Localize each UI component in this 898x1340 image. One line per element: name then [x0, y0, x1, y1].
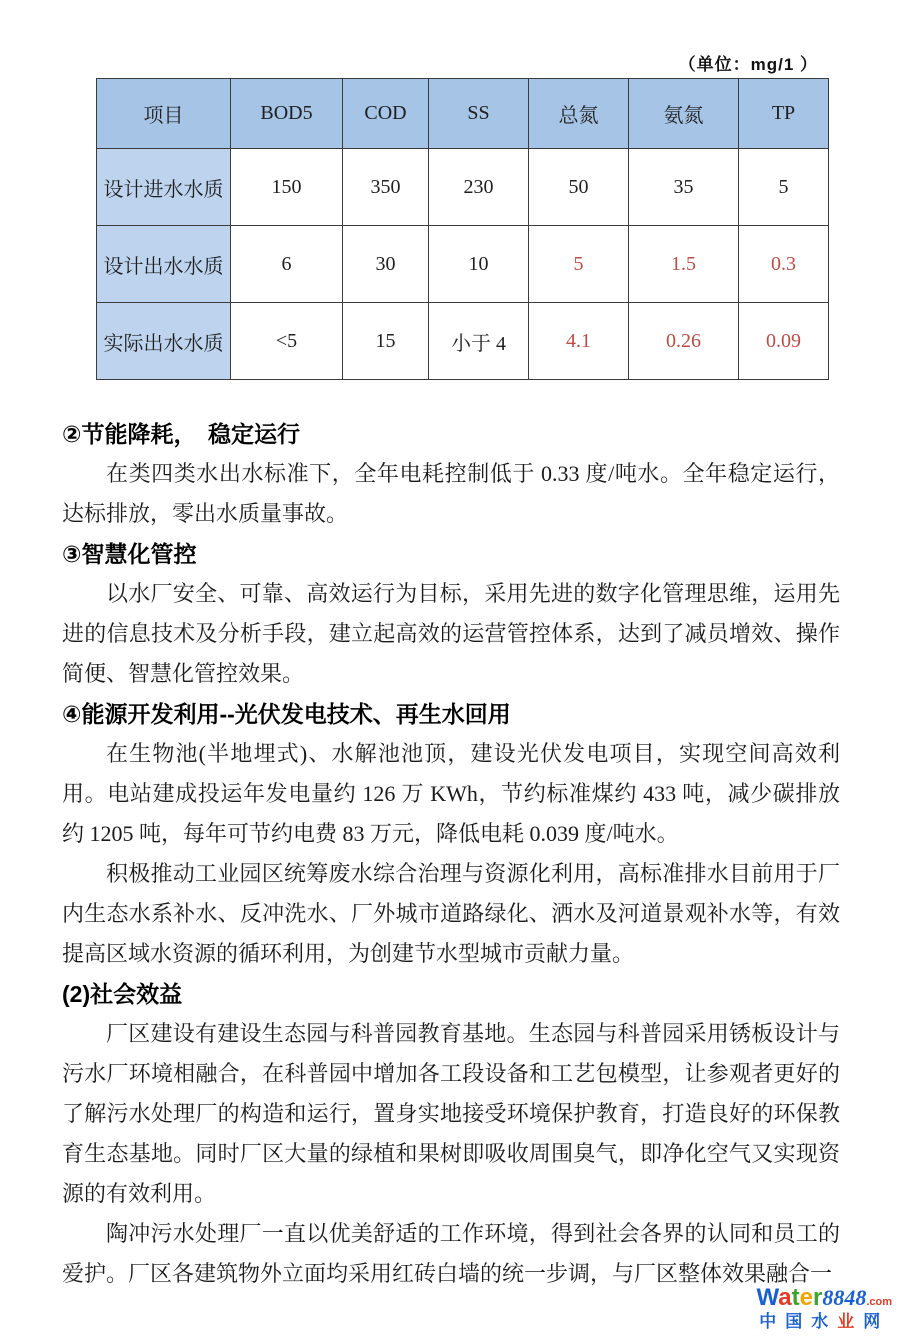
table-cell: 10 [429, 226, 529, 303]
logo-dot-com: .com [866, 1295, 892, 1308]
table-cell: 6 [231, 226, 343, 303]
table-cell: 350 [343, 149, 429, 226]
table-cell: 0.26 [629, 303, 739, 380]
table-cell: 150 [231, 149, 343, 226]
document-body [62, 414, 840, 1294]
section-heading-energy-development: ④能源开发利用--光伏发电技术、再生水回用 [62, 701, 511, 727]
table-row-design-effluent [97, 226, 829, 303]
table-unit-label: （单位：mg/1 ） [678, 55, 818, 74]
table-cell: 5 [529, 226, 629, 303]
table-cell: 0.09 [739, 303, 829, 380]
row-label: 设计出水水质 [97, 226, 231, 303]
row-label: 实际出水水质 [97, 303, 231, 380]
subtitle-char: 业 [837, 1312, 864, 1332]
logo-letter: W [756, 1283, 779, 1311]
paragraph: 积极推动工业园区统筹废水综合治理与资源化利用，高标准排水目前用于厂内生态水系补水、反冲洗水、厂外城市道路绿化、洒水及河道景观补水等，有效提高区域水资源的循环利用，为创建节水型城市贡献力量。 [62, 861, 840, 966]
table-row-design-influent [97, 149, 829, 226]
table-row-actual-effluent [97, 303, 829, 380]
header-cell-bod5: BOD5 [231, 79, 343, 149]
table-cell: 1.5 [629, 226, 739, 303]
table-cell: 0.3 [739, 226, 829, 303]
china-water-industry-subtitle [756, 1313, 892, 1332]
logo-number: 8848 [822, 1284, 867, 1310]
section-heading-energy-saving: ②节能降耗， 稳定运行 [62, 421, 300, 447]
table-cell: 15 [343, 303, 429, 380]
header-cell-tp: TP [739, 79, 829, 149]
header-cell-ammonia-nitrogen: 氨氮 [629, 79, 739, 149]
table-header-row [97, 79, 829, 149]
table-cell: 230 [429, 149, 529, 226]
paragraph: 以水厂安全、可靠、高效运行为目标，采用先进的数字化管理思维，运用先进的信息技术及分析手段，建立起高效的运营管控体系，达到了减员增效、操作简便、智慧化管控效果。 [62, 581, 840, 686]
section-heading-smart-control: ③智慧化管控 [62, 541, 197, 567]
header-cell-total-nitrogen: 总氮 [529, 79, 629, 149]
table-cell: 30 [343, 226, 429, 303]
logo-letter: e [799, 1283, 813, 1311]
table-cell: <5 [231, 303, 343, 380]
subtitle-char: 中 [759, 1312, 786, 1332]
header-cell-item: 项目 [97, 79, 231, 149]
row-label: 设计进水水质 [97, 149, 231, 226]
water-quality-table [96, 78, 829, 380]
header-cell-cod: COD [343, 79, 429, 149]
logo-letter: a [778, 1283, 792, 1311]
table-cell: 小于 4 [429, 303, 529, 380]
paragraph: 厂区建设有建设生态园与科普园教育基地。生态园与科普园采用锈板设计与污水厂环境相融合，在科普园中增加各工段设备和工艺包模型，让参观者更好的了解污水处理厂的构造和运行，置身实地接受环境保护教育，打造良好的环保教育生态基地。同时厂区大量的绿植和果树即吸收周围臭气，即净化空气又实现资源的有效利用。 [62, 1021, 840, 1206]
table-cell: 35 [629, 149, 739, 226]
paragraph: 在生物池(半地埋式)、水解池池顶，建设光伏发电项目，实现空间高效利用。电站建成投运年发电量约 126 万 KWh，节约标准煤约 433 吨，减少碳排放约 1205 吨，每年可节约电费 83 万元，降低电耗 0.039 度/吨水。 [62, 741, 840, 846]
subtitle-char: 国 [785, 1312, 812, 1332]
paragraph: 在类四类水出水标准下，全年电耗控制低于 0.33 度/吨水。全年稳定运行，达标排放，零出水质量事故。 [62, 461, 840, 526]
subtitle-char: 水 [811, 1312, 838, 1332]
table-cell: 5 [739, 149, 829, 226]
subtitle-char: 网 [863, 1312, 890, 1332]
logo-letter: t [791, 1283, 800, 1311]
section-heading-social-benefit: (2)社会效益 [62, 981, 183, 1007]
water8848-wordmark [756, 1285, 892, 1311]
paragraph: 陶冲污水处理厂一直以优美舒适的工作环境，得到社会各界的认同和员工的爱护。厂区各建筑物外立面均采用红砖白墙的统一步调，与厂区整体效果融合一 [62, 1221, 840, 1286]
water8848-logo [756, 1285, 892, 1332]
logo-letter: r [812, 1283, 823, 1311]
table-cell: 50 [529, 149, 629, 226]
table-cell: 4.1 [529, 303, 629, 380]
header-cell-ss: SS [429, 79, 529, 149]
